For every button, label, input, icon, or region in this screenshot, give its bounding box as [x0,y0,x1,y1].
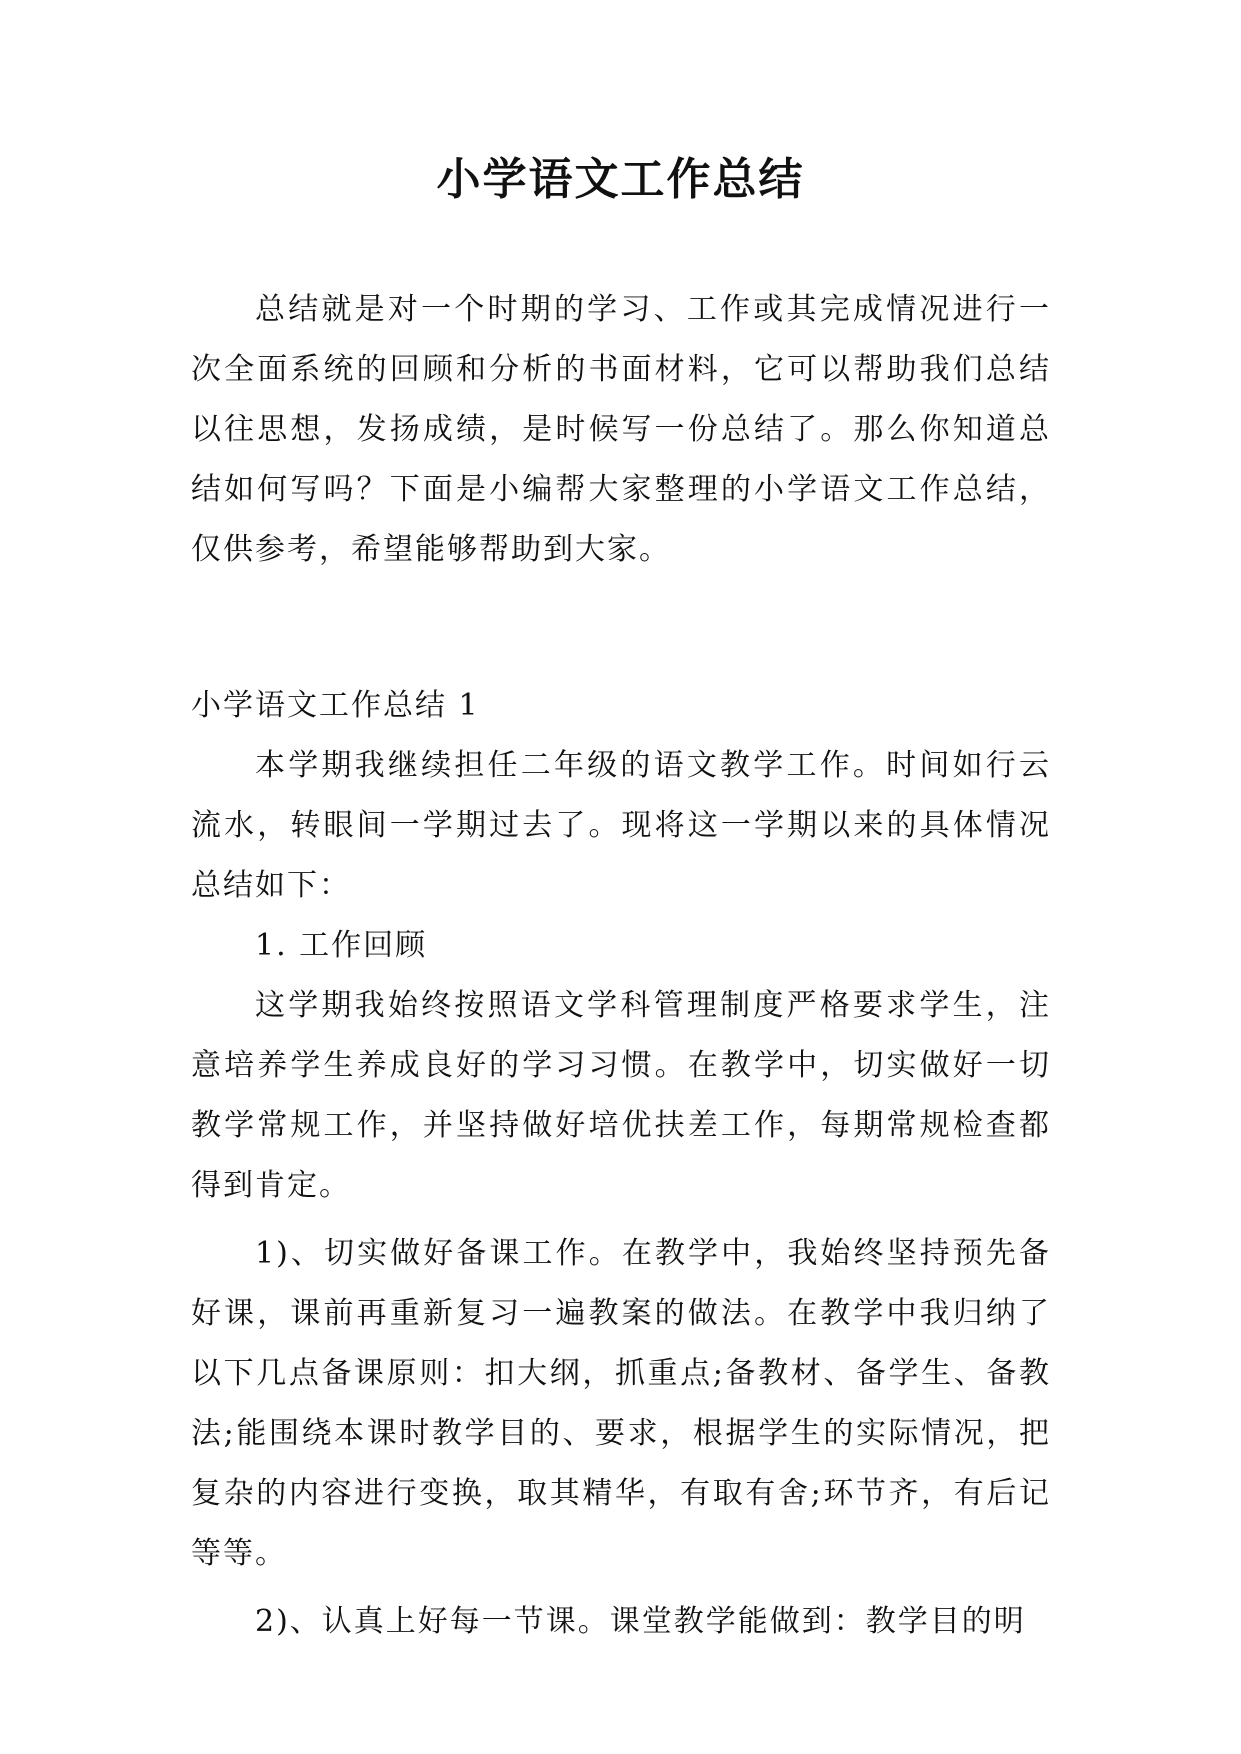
body-paragraph: 这学期我始终按照语文学科管理制度严格要求学生，注意培养学生养成良好的学习习惯。在教学中，切实做好一切教学常规工作，并坚持做好培优扶差工作，每期常规检查都得到肯定。 [191,988,1051,1203]
section-title: 小学语文工作总结 1 [191,688,480,723]
body-paragraph: 1. 工作回顾 [255,928,428,963]
body-paragraph: 2)、认真上好每一节课。课堂教学能做到：教学目的明 [255,1604,1026,1639]
document-body [191,280,1051,1652]
body-paragraph: 本学期我继续担任二年级的语文教学工作。时间如行云流水，转眼间一学期过去了。现将这一学期以来的具体情况总结如下： [191,748,1051,903]
body-paragraph: 1)、切实做好备课工作。在教学中，我始终坚持预先备好课，课前再重新复习一遍教案的做法。在教学中我归纳了以下几点备课原则：扣大纲，抓重点;备教材、备学生、备教法;能围绕本课时教学目的、要求，根据学生的实际情况，把复杂的内容进行变换，取其精华，有取有舍;环节齐，有后记等等。 [191,1236,1051,1571]
section-spacer [191,580,1051,676]
intro-paragraph: 总结就是对一个时期的学习、工作或其完成情况进行一次全面系统的回顾和分析的书面材料，它可以帮助我们总结以往思想，发扬成绩，是时候写一份总结了。那么你知道总结如何写吗？下面是小编帮大家整理的小学语文工作总结，仅供参考，希望能够帮助到大家。 [191,292,1051,567]
document-title: 小学语文工作总结 [436,154,805,205]
